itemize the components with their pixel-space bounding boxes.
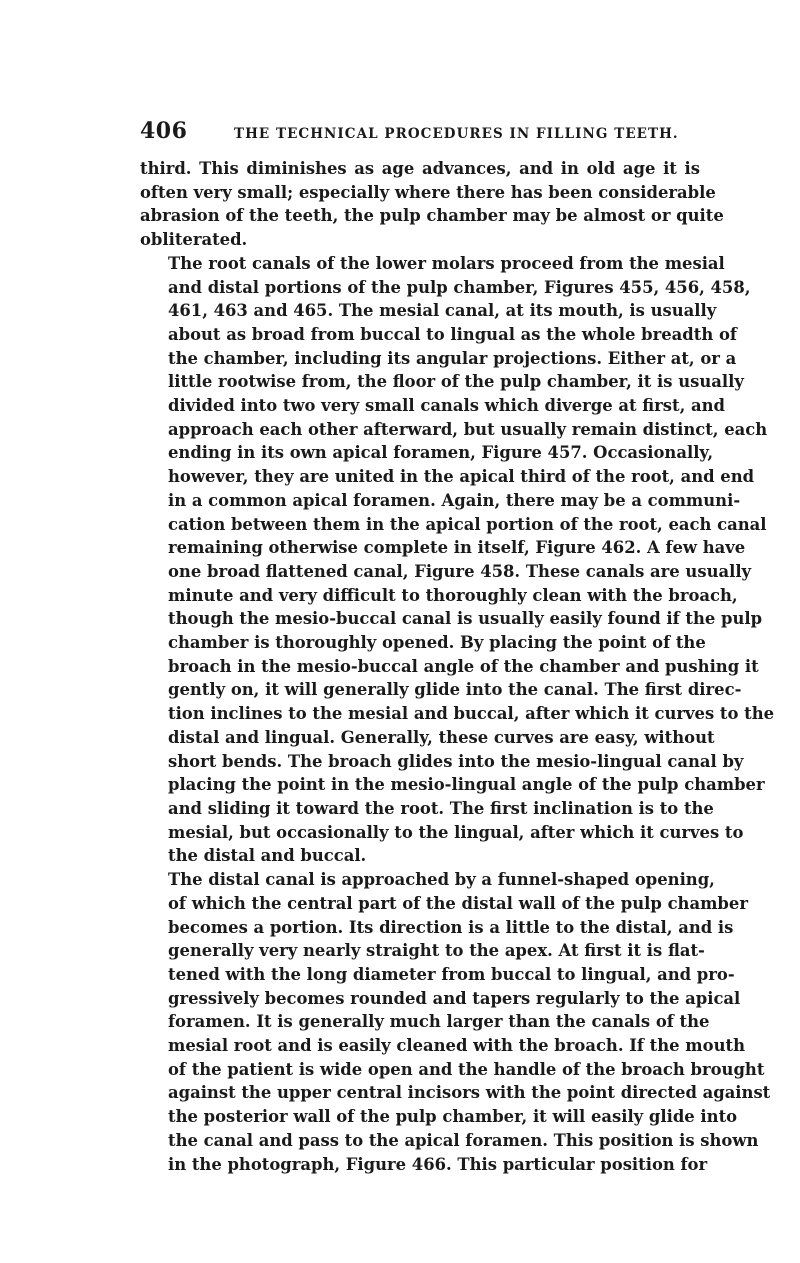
- text-line: 461, 463 and 465. The mesial canal, at its mouth, is usually: [168, 301, 717, 321]
- text-line: about as broad from buccal to lingual as the whole breadth of: [168, 324, 737, 344]
- text-line: approach each other afterward, but usually remain distinct, each: [168, 419, 768, 439]
- text-line: foramen. It is generally much larger than the canals of the: [168, 1012, 710, 1032]
- text-line: ending in its own apical foramen, Figure 457. Occasionally,: [168, 443, 714, 463]
- text-line: distal and lingual. Generally, these curves are easy, without: [168, 727, 715, 747]
- text-line: the canal and pass to the apical foramen. This position is shown: [168, 1130, 759, 1150]
- text-line: the chamber, including its angular projections. Either at, or a: [168, 348, 737, 368]
- text-line: and distal portions of the pulp chamber, Figures 455, 456, 458,: [168, 277, 751, 297]
- text-line: cation between them in the apical portion of the root, each canal: [168, 514, 767, 534]
- body-text: [140, 157, 775, 1176]
- paragraph: [140, 868, 771, 1176]
- text-line: remaining otherwise complete in itself, Figure 462. A few have: [168, 538, 746, 558]
- text-line: often very small; especially where there has been considerable: [140, 182, 716, 202]
- running-header: [140, 118, 700, 148]
- paragraph: [140, 252, 775, 868]
- page-number: 406: [140, 118, 188, 144]
- text-line: in the photograph, Figure 466. This particular position for: [168, 1154, 708, 1174]
- paragraph: [140, 157, 724, 252]
- text-line: the posterior wall of the pulp chamber, it will easily glide into: [168, 1107, 738, 1127]
- text-line: becomes a portion. Its direction is a little to the distal, and is: [168, 917, 734, 937]
- text-line: broach in the mesio-buccal angle of the chamber and pushing it: [168, 656, 759, 676]
- text-line: obliterated.: [140, 230, 248, 250]
- text-line: generally very nearly straight to the apex. At first it is flat-: [168, 941, 705, 961]
- text-line: gently on, it will generally glide into the canal. The first direc-: [168, 680, 742, 700]
- text-line: against the upper central incisors with the point directed against: [168, 1083, 771, 1103]
- text-line: however, they are united in the apical third of the root, and end: [168, 467, 755, 487]
- text-line: tion inclines to the mesial and buccal, after which it curves to the: [168, 704, 775, 724]
- text-line: third. This diminishes as age advances, and in old age it is: [140, 159, 700, 178]
- text-line: of the patient is wide open and the handle of the broach brought: [168, 1059, 765, 1079]
- text-line: though the mesio-buccal canal is usually easily found if the pulp: [168, 609, 763, 629]
- text-line: The root canals of the lower molars proceed from the mesial: [168, 253, 725, 273]
- text-line: in a common apical foramen. Again, there may be a communi-: [168, 490, 741, 510]
- text-line: the distal and buccal.: [168, 846, 367, 866]
- text-line: one broad flattened canal, Figure 458. These canals are usually: [168, 561, 752, 581]
- text-line: placing the point in the mesio-lingual angle of the pulp chamber: [168, 775, 765, 795]
- text-line: mesial, but occasionally to the lingual, after which it curves to: [168, 822, 744, 842]
- text-line: The distal canal is approached by a funnel-shaped opening,: [168, 870, 715, 890]
- text-line: minute and very difficult to thoroughly clean with the broach,: [168, 585, 738, 605]
- text-line: abrasion of the teeth, the pulp chamber may be almost or quite: [140, 206, 724, 226]
- text-line: short bends. The broach glides into the mesio-lingual canal by: [168, 751, 744, 771]
- text-line: gressively becomes rounded and tapers regularly to the apical: [168, 988, 741, 1008]
- text-line: of which the central part of the distal wall of the pulp chamber: [168, 893, 748, 913]
- text-line: and sliding it toward the root. The first inclination is to the: [168, 798, 714, 818]
- text-line: chamber is thoroughly opened. By placing the point of the: [168, 633, 706, 653]
- text-line: divided into two very small canals which diverge at first, and: [168, 396, 726, 416]
- text-line: tened with the long diameter from buccal to lingual, and pro-: [168, 964, 735, 984]
- running-title: THE TECHNICAL PROCEDURES IN FILLING TEETH.: [234, 126, 679, 142]
- text-line: mesial root and is easily cleaned with the broach. If the mouth: [168, 1036, 745, 1056]
- text-line: little rootwise from, the floor of the pulp chamber, it is usually: [168, 372, 744, 392]
